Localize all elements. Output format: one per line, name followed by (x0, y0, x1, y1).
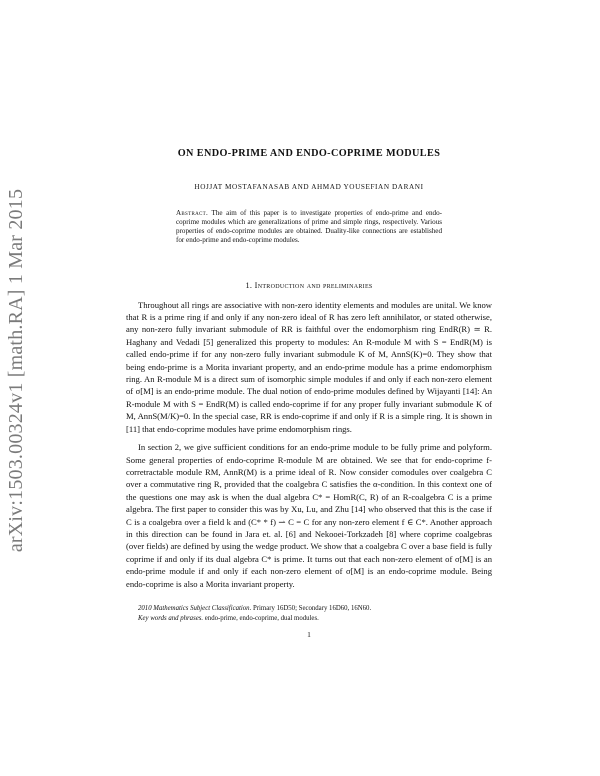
arxiv-sidebar-stamp (2, 180, 32, 560)
paper-page (126, 120, 492, 639)
abstract-label: Abstract. (176, 209, 209, 217)
abstract-text: The aim of this paper is to investigate properties of endo-prime and endo-coprime modules which are generalizations of prime and simple rings, respectively. Various properties of endo-coprime modules are obtained. Duality-like connections are established for endo-prime and endo-coprime modules. (176, 209, 442, 244)
intro-paragraph-1: Throughout all rings are associative with non-zero identity elements and modules are unital. We know that R is a prime ring if and only if any non-zero ideal of R has zero left annihilator, or stated otherwise, any non-zero fully invariant submodule of RR is faithful over the endomorphism ring EndR(R) ≃ R. Haghany and Vedadi [5] generalized this property to modules: An R-module M with S = EndR(M) is called endo-prime if for any non-zero fully invariant submodule K of M, AnnS(K)=0. They show that being endo-prime is a Morita invariant property, and an endo-prime module has a prime endomorphism ring. An R-module M is a direct sum of isomorphic simple modules if and only if each non-zero element of σ[M] is an endo-prime module. The dual notion of endo-prime modules defined by Wijayanti [14]: An R-module M with S = EndR(M) is called endo-coprime if for any proper fully invariant submodule K of M, AnnS(M/K)=0. In the special case, RR is endo-coprime if and only if R is a simple ring. It is shown in [11] that endo-coprime modules have prime endomorphism rings. (126, 299, 492, 434)
intro-paragraph-2: In section 2, we give sufficient conditions for an endo-prime module to be fully prime and polyform. Some general properties of endo-coprime R-module M are obtained. We see that for endo-coprime f-corretractable module RM, AnnR(M) is a prime ideal of R. Now consider comodules over coalgebra C over a commutative ring R, provided that the coalgebra C satisfies the α-condition. In this context one of the questions one may ask is when the dual algebra C* = HomR(C, R) of an R-coalgebra C is a prime algebra. The first paper to consider this was by Xu, Lu, and Zhu [14] who observed that this is the case if C is a coalgebra over a field k and (C* * f) ⇀ C = C for any non-zero element f ∈ C*. Another approach in this direction can be found in Jara et. al. [6] and Nekooei-Torkzadeh [8] where coprime coalgebras (over fields) are defined by using the wedge product. We show that a coalgebra C over a base field is fully coprime if and only if its dual algebra C* is prime. It turns out that each non-zero element of σ[M] is an endo-prime module if and only if each non-zero element of σ[M] is an endo-coprime module. Being endo-coprime is also a Morita invariant property. (126, 442, 492, 589)
footnotes (126, 604, 492, 624)
page-number: 1 (307, 629, 311, 639)
paper-authors: HOJJAT MOSTAFANASAB AND AHMAD YOUSEFIAN DARANI (194, 183, 424, 191)
section-heading: 1. Introduction and preliminaries (245, 280, 373, 290)
msc-text: Primary 16D50; Secondary 16D60, 16N60. (252, 604, 372, 612)
keywords-text: endo-prime, endo-coprime, dual modules. (204, 614, 319, 622)
abstract (176, 209, 442, 245)
keywords-label: Key words and phrases. (138, 614, 204, 622)
footnote-keywords (138, 614, 492, 624)
paper-title: ON ENDO-PRIME AND ENDO-COPRIME MODULES (177, 148, 441, 159)
msc-label: 2010 Mathematics Subject Classification. (138, 604, 252, 612)
arxiv-id: arXiv:1503.00324v1 [math.RA] 1 Mar 2015 (5, 188, 28, 552)
footnote-msc (138, 604, 492, 614)
